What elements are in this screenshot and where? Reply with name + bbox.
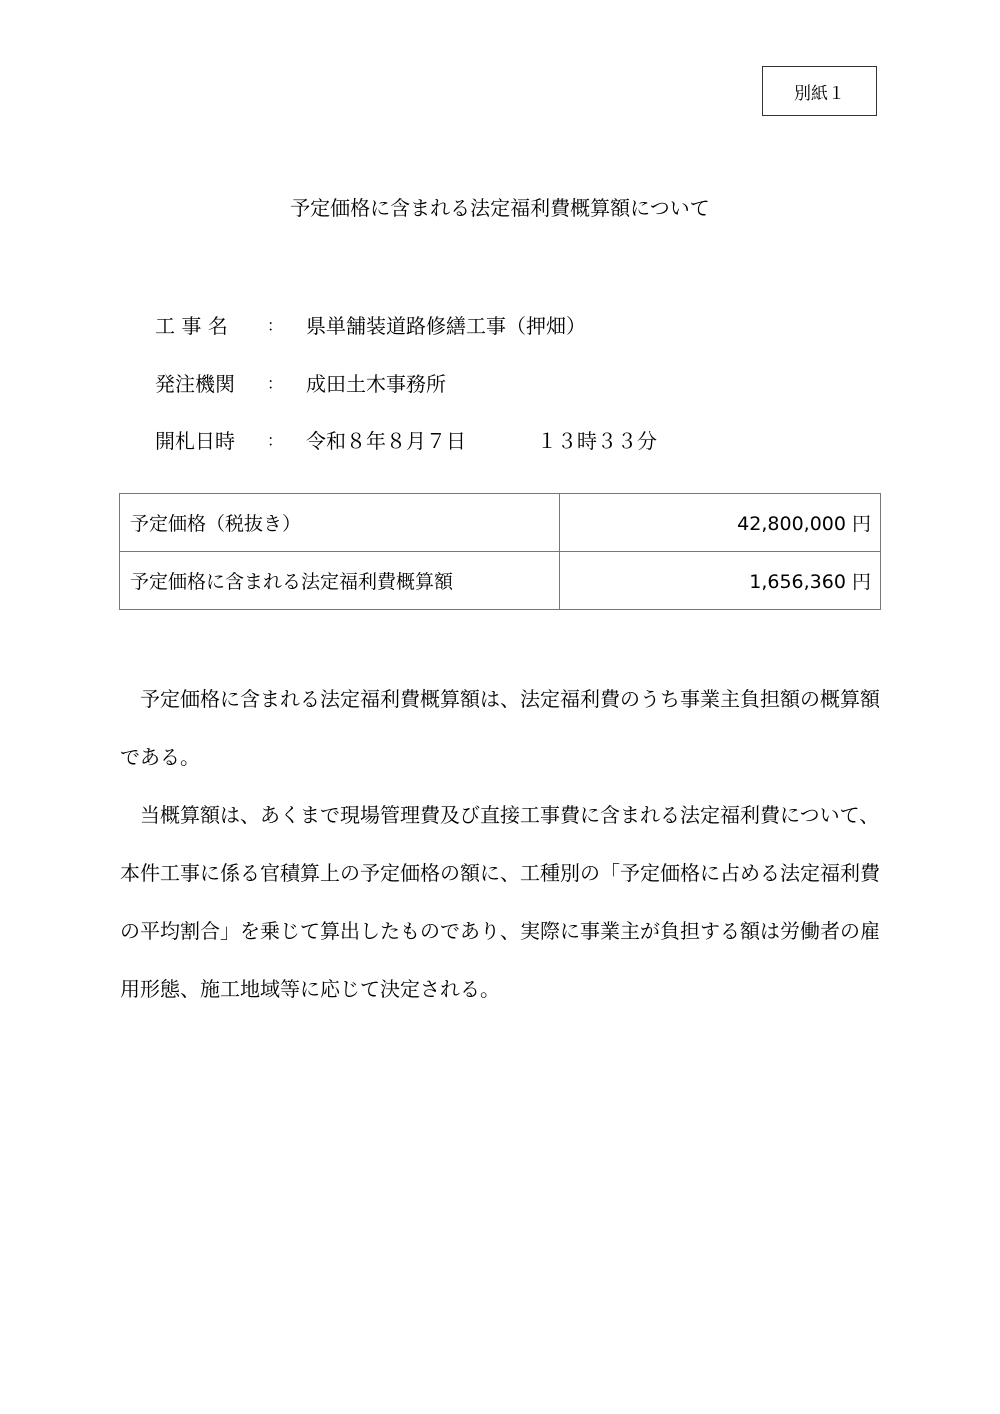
welfare-cost-label: 予定価格に含まれる法定福利費概算額	[120, 552, 560, 610]
attachment-label: 別紙１	[762, 66, 877, 116]
bid-opening-separator: ：	[266, 431, 283, 450]
ordering-agency-value: 成田土木事務所	[306, 372, 446, 396]
estimated-price-label: 予定価格（税抜き）	[120, 494, 560, 552]
bid-opening-date: 令和８年８月７日	[306, 429, 466, 453]
explanation-paragraph-1: 予定価格に含まれる法定福利費概算額は、法定福利費のうち事業主負担額の概算額である。	[120, 687, 880, 769]
explanation-text	[120, 670, 890, 1018]
ordering-agency-label: 発注機関	[155, 372, 235, 396]
explanation-paragraph-2: 当概算額は、あくまで現場管理費及び直接工事費に含まれる法定福利費について、本件工事に係る官積算上の予定価格の額に、工種別の「予定価格に占める法定福利費の平均割合」を乗じて算出したものであり、実際に事業主が負担する額は労働者の雇用形態、施工地域等に応じて決定される。	[120, 803, 880, 1001]
table-row	[120, 552, 881, 610]
price-table	[119, 493, 881, 610]
welfare-cost-value: 1,656,360 円	[559, 552, 880, 610]
table-row	[120, 494, 881, 552]
construction-name-separator: ：	[266, 316, 283, 335]
ordering-agency-separator: ：	[266, 374, 283, 393]
construction-name-label: 工 事 名	[155, 314, 228, 338]
bid-opening-time: １３時３３分	[537, 429, 657, 453]
construction-name-value: 県単舗装道路修繕工事（押畑）	[306, 314, 586, 338]
estimated-price-value: 42,800,000 円	[559, 494, 880, 552]
bid-opening-label: 開札日時	[155, 429, 235, 453]
page-title: 予定価格に含まれる法定福利費概算額について	[290, 196, 710, 220]
